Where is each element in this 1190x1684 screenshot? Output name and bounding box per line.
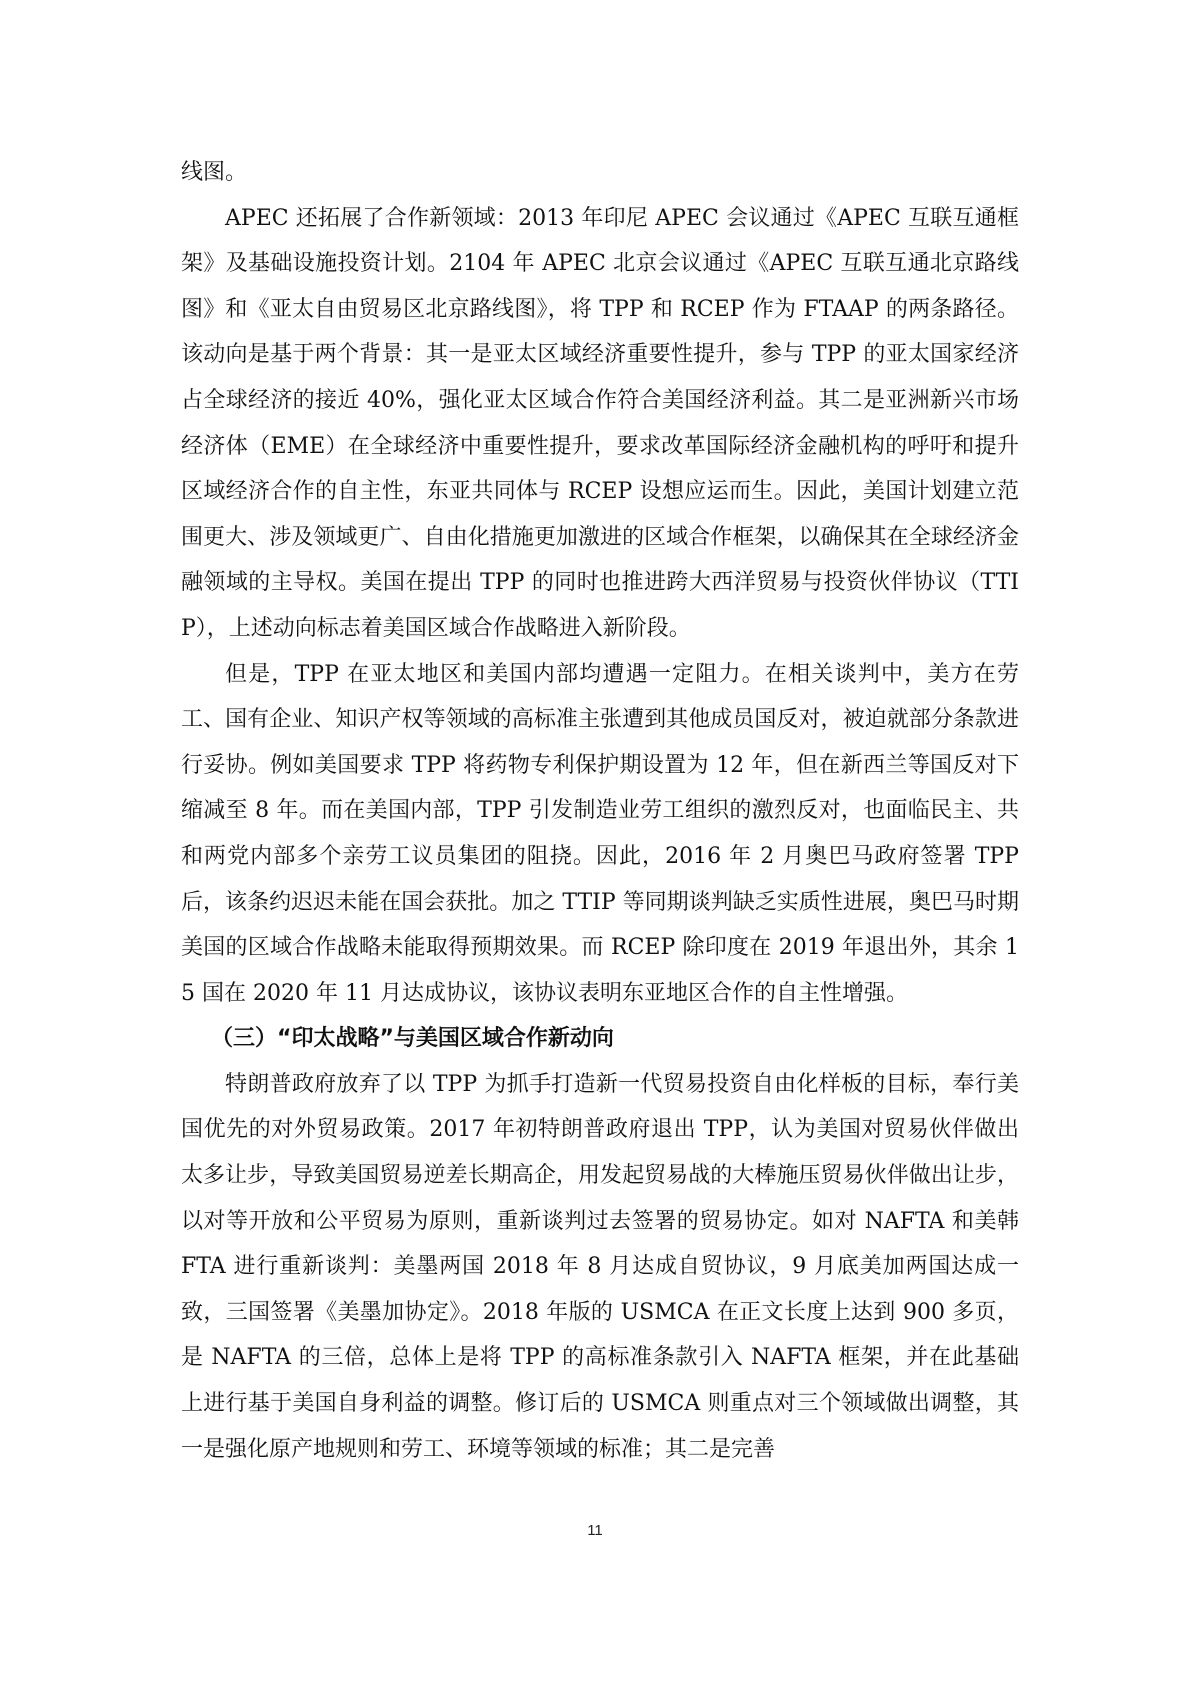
paragraph-continuation: 线图。 [181, 160, 248, 185]
paragraph-tpp-resistance: 但是，TPP 在亚太地区和美国内部均遭遇一定阻力。在相关谈判中，美方在劳工、国有企业、知识产权等领域的高标准主张遭到其他成员国反对，被迫就部分条款进行妥协。例如美国要求 TPP 将药物专利保护期设置为 12 年，但在新西兰等国反对下缩减至 8 年。而在美国内部，TPP 引发制造业劳工组织的激烈反对，也面临民主、共和两党内部多个亲劳工议员集团的阻挠。因此，2016 年 2 月奥巴马政府签署 TPP 后，该条约迟迟未能在国会获批。加之 TTIP 等同期谈判缺乏实质性进展，奥巴马时期美国的区域合作战略未能取得预期效果。而 RCEP 除印度在 2019 年退出外，其余 15 国在 2020 年 11 月达成协议，该协议表明东亚地区合作的自主性增强。 [181, 661, 1019, 1006]
body-text [181, 150, 1019, 1472]
paragraph-trump-trade-policy: 特朗普政府放弃了以 TPP 为抓手打造新一代贸易投资自由化样板的目标，奉行美国优先的对外贸易政策。2017 年初特朗普政府退出 TPP，认为美国对贸易伙伴做出太多让步，导致美国贸易逆差长期高企，用发起贸易战的大棒施压贸易伙伴做出让步，以对等开放和公平贸易为原则，重新谈判过去签署的贸易协定。如对 NAFTA 和美韩 FTA 进行重新谈判：美墨两国 2018 年 8 月达成自贸协议，9 月底美加两国达成一致，三国签署《美墨加协定》。2018 年版的 USMCA 在正文长度上达到 900 多页，是 NAFTA 的三倍，总体上是将 TPP 的高标准条款引入 NAFTA 框架，并在此基础上进行基于美国自身利益的调整。修订后的 USMCA 则重点对三个领域做出调整，其一是强化原产地规则和劳工、环境等领域的标准；其二是完善 [181, 1071, 1019, 1462]
section-heading: （三）“印太战略”与美国区域合作新动向 [211, 1026, 614, 1052]
page-number: 11 [587, 1522, 603, 1539]
paragraph-apec-new-fields: APEC 还拓展了合作新领域：2013 年印尼 APEC 会议通过《APEC 互联互通框架》及基础设施投资计划。2104 年 APEC 北京会议通过《APEC 互联互通北京路线图》和《亚太自由贸易区北京路线图》，将 TPP 和 RCEP 作为 FTAAP 的两条路径。该动向是基于两个背景：其一是亚太区域经济重要性提升，参与 TPP 的亚太国家经济占全球经济的接近 40%，强化亚太区域合作符合美国经济利益。其二是亚洲新兴市场经济体（EME）在全球经济中重要性提升，要求改革国际经济金融机构的呼吁和提升区域经济合作的自主性，东亚共同体与 RCEP 设想应运而生。因此，美国计划建立范围更大、涉及领域更广、自由化措施更加激进的区域合作框架，以确保其在全球经济金融领域的主导权。美国在提出 TPP 的同时也推进跨大西洋贸易与投资伙伴协议（TTIP），上述动向标志着美国区域合作战略进入新阶段。 [181, 205, 1019, 641]
